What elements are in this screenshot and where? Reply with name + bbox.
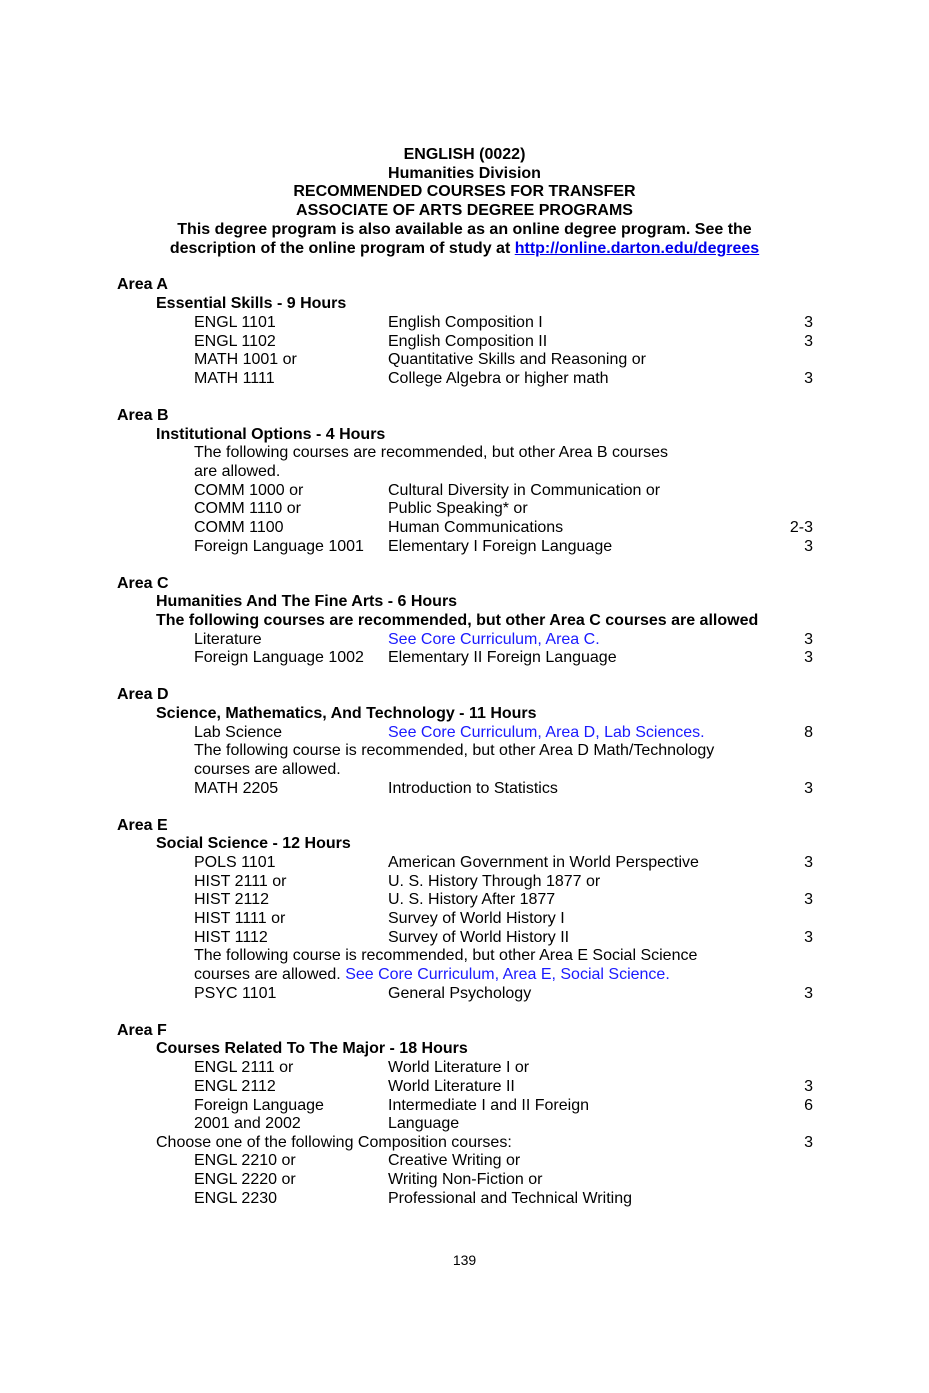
area-e-subtitle: Social Science - 12 Hours bbox=[156, 835, 351, 852]
area-b-title: Area B bbox=[117, 407, 169, 424]
course-hours: 3 bbox=[804, 891, 813, 908]
course-hours: 3 bbox=[804, 929, 813, 946]
area-c-subtitle: Humanities And The Fine Arts - 6 Hours bbox=[156, 593, 458, 610]
course-code: MATH 2205 bbox=[194, 780, 279, 797]
area-d-note: courses are allowed. bbox=[194, 761, 341, 778]
area-e-title: Area E bbox=[117, 817, 168, 834]
course-hours: 3 bbox=[804, 1078, 813, 1095]
course-code: Literature bbox=[194, 631, 262, 648]
area-b-note: are allowed. bbox=[194, 463, 281, 480]
course-name: Creative Writing or bbox=[388, 1152, 521, 1169]
course-code: ENGL 2220 or bbox=[194, 1171, 296, 1188]
course-name: World Literature I or bbox=[388, 1059, 530, 1076]
area-b-subtitle: Institutional Options - 4 Hours bbox=[156, 426, 386, 443]
course-name: Professional and Technical Writing bbox=[388, 1190, 632, 1207]
course-name: General Psychology bbox=[388, 985, 532, 1002]
course-code: ENGL 2230 bbox=[194, 1190, 278, 1207]
degrees-link[interactable]: http://online.darton.edu/degrees bbox=[514, 239, 760, 257]
course-hours: 3 bbox=[804, 649, 813, 666]
area-e-note bbox=[194, 966, 670, 985]
course-hours: 3 bbox=[804, 854, 813, 871]
course-name: Survey of World History II bbox=[388, 929, 570, 946]
course-name: American Government in World Perspective bbox=[388, 854, 699, 871]
course-code: MATH 1111 bbox=[194, 370, 275, 387]
course-name: World Literature II bbox=[388, 1078, 515, 1095]
course-code: ENGL 1101 bbox=[194, 314, 276, 331]
course-code: HIST 2111 or bbox=[194, 873, 287, 890]
area-f-title: Area F bbox=[117, 1022, 167, 1039]
course-code: COMM 1100 bbox=[194, 519, 284, 536]
course-code: ENGL 2210 or bbox=[194, 1152, 296, 1169]
area-c-note: The following courses are recommended, but other Area C courses are allowed bbox=[156, 612, 759, 629]
recommended-heading: RECOMMENDED COURSES FOR TRANSFER bbox=[293, 183, 636, 201]
area-d-title: Area D bbox=[117, 686, 169, 703]
course-code: ENGL 2111 or bbox=[194, 1059, 294, 1076]
course-name: Elementary II Foreign Language bbox=[388, 649, 617, 666]
course-hours: 2-3 bbox=[789, 519, 813, 536]
course-name: Cultural Diversity in Communication or bbox=[388, 482, 661, 499]
course-name: Quantitative Skills and Reasoning or bbox=[388, 351, 646, 368]
course-code: COMM 1000 or bbox=[194, 482, 304, 499]
course-hours: 3 bbox=[804, 333, 813, 350]
course-code: POLS 1101 bbox=[194, 854, 276, 871]
area-f-choose: Choose one of the following Composition courses: bbox=[156, 1134, 512, 1151]
course-hours: 3 bbox=[804, 780, 813, 797]
online-note-line2 bbox=[0, 240, 929, 259]
course-name: Intermediate I and II Foreign bbox=[388, 1097, 589, 1114]
course-name: Language bbox=[388, 1115, 460, 1132]
area-f-subtitle: Courses Related To The Major - 18 Hours bbox=[156, 1040, 468, 1057]
course-name: Survey of World History I bbox=[388, 910, 565, 927]
course-name: Elementary I Foreign Language bbox=[388, 538, 613, 555]
area-e-note: The following course is recommended, but other Area E Social Science bbox=[194, 947, 698, 964]
online-note-line1: This degree program is also available as an online degree program. See the bbox=[177, 220, 752, 238]
course-hours: 3 bbox=[804, 314, 813, 331]
course-code: PSYC 1101 bbox=[194, 985, 277, 1002]
course-hours: 3 bbox=[804, 1134, 813, 1151]
area-d-subtitle: Science, Mathematics, And Technology - 11 Hours bbox=[156, 705, 537, 722]
core-curriculum-link[interactable]: See Core Curriculum, Area C. bbox=[388, 631, 600, 648]
course-code: HIST 2112 bbox=[194, 891, 270, 908]
course-code: HIST 1112 bbox=[194, 929, 268, 946]
course-code: Lab Science bbox=[194, 724, 283, 741]
page-header bbox=[0, 146, 929, 258]
course-code: Foreign Language 1002 bbox=[194, 649, 364, 666]
course-hours: 6 bbox=[804, 1097, 813, 1114]
course-hours: 3 bbox=[804, 985, 813, 1002]
course-name: English Composition I bbox=[388, 314, 543, 331]
course-code: ENGL 1102 bbox=[194, 333, 276, 350]
page-number: 139 bbox=[452, 1252, 477, 1268]
course-name: College Algebra or higher math bbox=[388, 370, 609, 387]
core-curriculum-link[interactable]: See Core Curriculum, Area E, Social Science. bbox=[345, 966, 670, 983]
course-name: English Composition II bbox=[388, 333, 548, 350]
course-name: Introduction to Statistics bbox=[388, 780, 558, 797]
course-name: Writing Non-Fiction or bbox=[388, 1171, 543, 1188]
course-name: U. S. History Through 1877 or bbox=[388, 873, 601, 890]
course-hours: 8 bbox=[804, 724, 813, 741]
course-name: U. S. History After 1877 bbox=[388, 891, 556, 908]
course-name: Public Speaking* or bbox=[388, 500, 528, 517]
course-code: ENGL 2112 bbox=[194, 1078, 276, 1095]
area-c-title: Area C bbox=[117, 575, 169, 592]
course-code: 2001 and 2002 bbox=[194, 1115, 301, 1132]
area-b-note: The following courses are recommended, but other Area B courses bbox=[194, 444, 669, 461]
course-code: COMM 1110 or bbox=[194, 500, 301, 517]
area-e-note-text: courses are allowed. bbox=[194, 966, 346, 983]
course-hours: 3 bbox=[804, 370, 813, 387]
online-note-text: description of the online program of study at bbox=[169, 239, 515, 257]
area-d-note: The following course is recommended, but other Area D Math/Technology bbox=[194, 742, 715, 759]
program-title: ENGLISH (0022) bbox=[403, 146, 526, 163]
course-name: Human Communications bbox=[388, 519, 564, 536]
core-curriculum-link[interactable]: See Core Curriculum, Area D, Lab Sciences. bbox=[388, 724, 705, 741]
area-a-subtitle: Essential Skills - 9 Hours bbox=[156, 295, 347, 312]
course-code: HIST 1111 or bbox=[194, 910, 286, 927]
course-code: Foreign Language bbox=[194, 1097, 324, 1114]
course-code: MATH 1001 or bbox=[194, 351, 297, 368]
degree-heading: ASSOCIATE OF ARTS DEGREE PROGRAMS bbox=[296, 202, 633, 220]
course-hours: 3 bbox=[804, 631, 813, 648]
course-code: Foreign Language 1001 bbox=[194, 538, 364, 555]
course-hours: 3 bbox=[804, 538, 813, 555]
area-a-title: Area A bbox=[117, 276, 168, 293]
division-name: Humanities Division bbox=[388, 164, 541, 182]
